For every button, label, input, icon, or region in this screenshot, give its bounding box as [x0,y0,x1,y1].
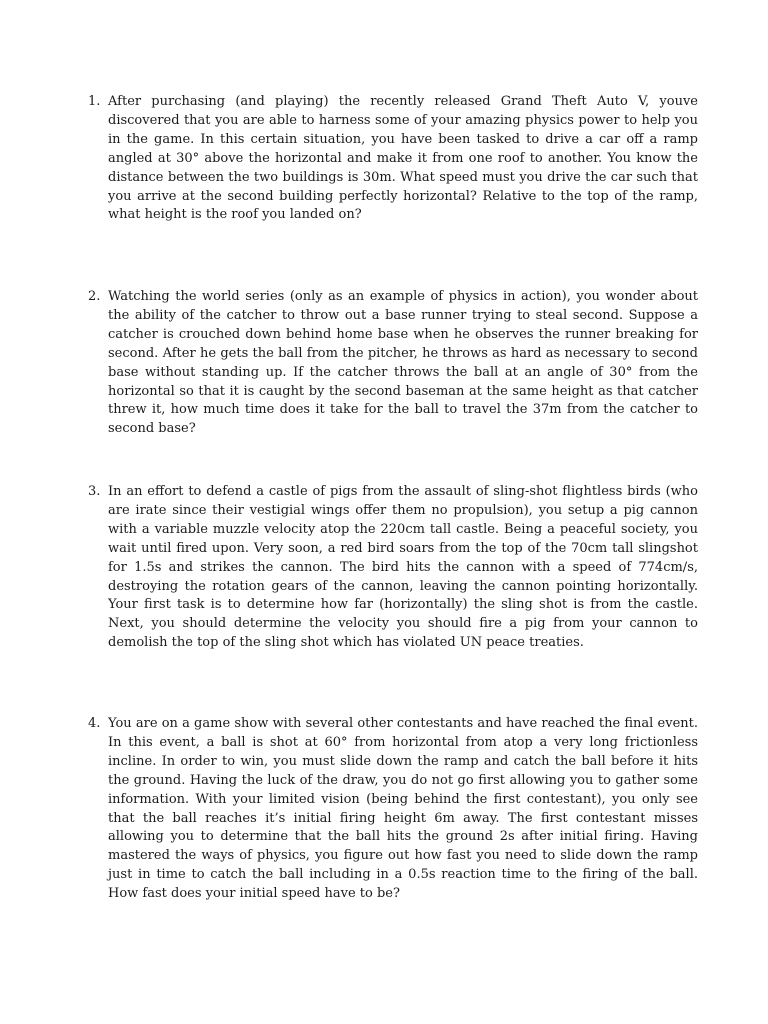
problem-number: 4. [88,716,101,731]
problem-2 [88,288,700,439]
problem-text: Watching the world series (only as an example of physics in action), you wonder about the ability of the catcher to throw out a base runner trying to steal second. Suppose a catcher is crouched down behind home base when he observes the runner breaking for second. After he gets the ball from the pitcher, he throws as hard as necessary to second base without standing up. If the catcher throws the ball at an angle of 30° from the horizontal so that it is caught by the second baseman at the same height as that catcher threw it, how much time does it take for the ball to travel the 37m from the catcher to second base? [108,289,698,437]
problem-4 [88,715,700,904]
problem-text: After purchasing (and playing) the recently released Grand Theft Auto V, youve discovered that you are able to harness some of your amazing physics power to help you in the game. In this certain situation, you have been tasked to drive a car off a ramp angled at 30° above the horizontal and make it from one roof to another. You know the distance between the two buildings is 30m. What speed must you drive the car such that you arrive at the second building perfectly horizontal? Relative to the top of the ramp, what height is the roof you landed on? [108,94,698,223]
problem-number: 1. [88,94,101,109]
problem-number: 2. [88,289,101,304]
problem-1 [88,93,700,225]
problem-number: 3. [88,484,101,499]
problem-3 [88,483,700,653]
problem-text: You are on a game show with several other contestants and have reached the final event. In this event, a ball is shot at 60° from horizontal from atop a very long frictionless incline. In order to win, you must slide down the ramp and catch the ball before it hits the ground. Having the luck of the draw, you do not go first allowing you to gather some information. With your limited vision (being behind the first contestant), you only see that the ball reaches it’s initial firing height 6m away. The first contestant misses allowing you to determine that the ball hits the ground 2s after initial firing. Having mastered the ways of physics, you figure out how fast you need to slide down the ramp just in time to catch the ball including in a 0.5s reaction time to the firing of the ball. How fast does your initial speed have to be? [108,716,698,902]
problem-text: In an effort to defend a castle of pigs from the assault of sling-shot flightless birds (who are irate since their vestigial wings offer them no propulsion), you setup a pig cannon with a variable muzzle velocity atop the 220cm tall castle. Being a peaceful society, you wait until fired upon. Very soon, a red bird soars from the top of the 70cm tall slingshot for 1.5s and strikes the cannon. The bird hits the cannon with a speed of 774cm/s, destroying the rotation gears of the cannon, leaving the cannon pointing horizontally. Your first task is to determine how far (horizontally) the sling shot is from the castle. Next, you should determine the velocity you should fire a pig from your cannon to demolish the top of the sling shot which has violated UN peace treaties. [108,484,698,651]
